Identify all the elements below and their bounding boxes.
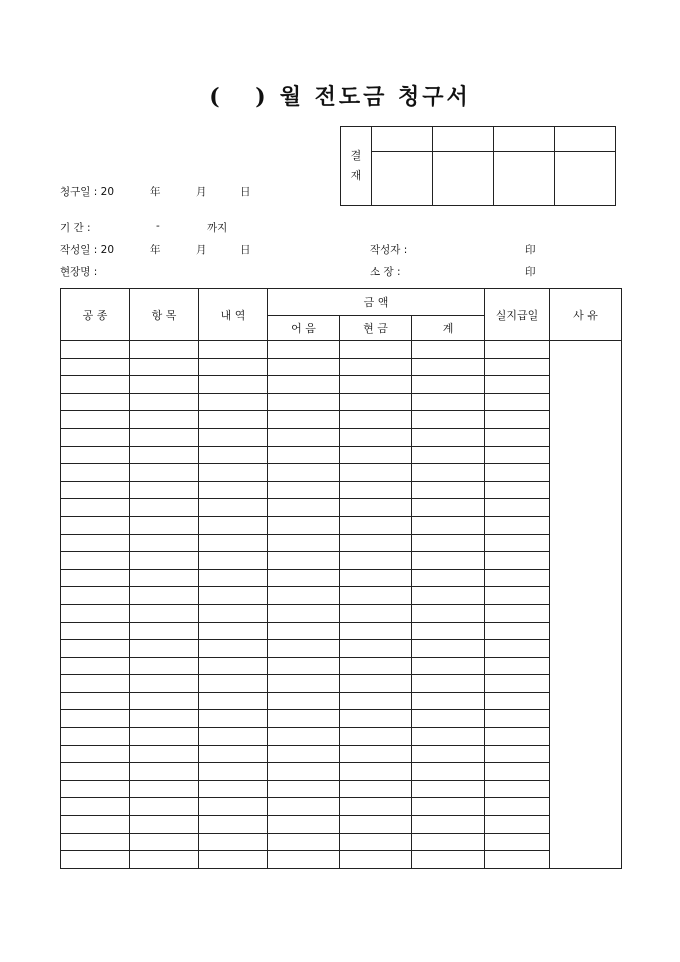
table-cell[interactable] xyxy=(485,428,550,446)
table-cell[interactable] xyxy=(130,376,199,394)
table-row xyxy=(61,428,622,446)
table-cell[interactable] xyxy=(130,745,199,763)
table-cell[interactable] xyxy=(61,851,130,869)
table-cell[interactable] xyxy=(340,657,412,675)
table-cell[interactable] xyxy=(199,657,268,675)
table-cell[interactable] xyxy=(199,428,268,446)
table-cell[interactable] xyxy=(268,851,340,869)
table-cell[interactable] xyxy=(199,622,268,640)
table-cell[interactable] xyxy=(485,534,550,552)
table-cell[interactable] xyxy=(340,464,412,482)
table-cell[interactable] xyxy=(340,851,412,869)
table-cell[interactable] xyxy=(340,816,412,834)
table-cell[interactable] xyxy=(130,657,199,675)
request-date-year: 年 xyxy=(150,186,161,198)
table-cell[interactable] xyxy=(412,780,485,798)
writer-label: 작성자 : xyxy=(370,244,408,256)
table-cell[interactable] xyxy=(199,833,268,851)
table-cell[interactable] xyxy=(268,428,340,446)
table-cell[interactable] xyxy=(412,499,485,517)
table-cell[interactable] xyxy=(340,516,412,534)
table-cell[interactable] xyxy=(199,745,268,763)
table-cell[interactable] xyxy=(199,816,268,834)
table-row xyxy=(61,675,622,693)
table-row xyxy=(61,692,622,710)
table-cell[interactable] xyxy=(130,833,199,851)
table-cell[interactable] xyxy=(199,516,268,534)
table-cell[interactable] xyxy=(268,587,340,605)
table-cell[interactable] xyxy=(412,816,485,834)
table-cell[interactable] xyxy=(130,516,199,534)
table-cell[interactable] xyxy=(199,481,268,499)
table-cell[interactable] xyxy=(485,411,550,429)
period-until: 까지 xyxy=(207,222,228,234)
table-cell[interactable] xyxy=(130,481,199,499)
table-cell[interactable] xyxy=(268,341,340,359)
table-row xyxy=(61,481,622,499)
table-cell[interactable] xyxy=(61,763,130,781)
request-date-label: 청구일 : 20 xyxy=(60,186,115,198)
table-cell[interactable] xyxy=(61,499,130,517)
header-cash: 현 금 xyxy=(340,316,412,341)
table-cell[interactable] xyxy=(61,675,130,693)
table-cell[interactable] xyxy=(412,657,485,675)
table-cell[interactable] xyxy=(268,534,340,552)
manager-seal: 印 xyxy=(525,266,536,278)
table-cell[interactable] xyxy=(485,393,550,411)
written-date-label: 작성일 : 20 xyxy=(60,244,115,256)
approval-sign-cell[interactable] xyxy=(433,152,494,206)
table-row xyxy=(61,622,622,640)
table-cell[interactable] xyxy=(268,552,340,570)
table-cell[interactable] xyxy=(485,552,550,570)
table-cell[interactable] xyxy=(61,622,130,640)
table-cell[interactable] xyxy=(199,464,268,482)
table-cell[interactable] xyxy=(340,780,412,798)
table-cell[interactable] xyxy=(485,446,550,464)
period-dash: - xyxy=(156,220,160,232)
table-cell[interactable] xyxy=(130,675,199,693)
table-cell[interactable] xyxy=(412,851,485,869)
table-cell[interactable] xyxy=(412,745,485,763)
table-cell[interactable] xyxy=(340,499,412,517)
table-cell[interactable] xyxy=(268,833,340,851)
approval-sign-cell[interactable] xyxy=(494,152,555,206)
table-cell[interactable] xyxy=(199,675,268,693)
table-cell[interactable] xyxy=(61,640,130,658)
written-date-day: 日 xyxy=(240,244,251,256)
table-cell[interactable] xyxy=(412,798,485,816)
table-row xyxy=(61,604,622,622)
table-cell[interactable] xyxy=(199,376,268,394)
table-cell[interactable] xyxy=(268,816,340,834)
table-cell[interactable] xyxy=(485,376,550,394)
table-cell[interactable] xyxy=(268,481,340,499)
table-cell[interactable] xyxy=(340,622,412,640)
table-cell[interactable] xyxy=(340,692,412,710)
table-row xyxy=(61,587,622,605)
approval-header-cell xyxy=(372,127,433,152)
reason-cell[interactable] xyxy=(550,341,622,869)
table-cell[interactable] xyxy=(485,763,550,781)
request-date-day: 日 xyxy=(240,186,251,198)
header-work-type: 공 종 xyxy=(61,289,130,341)
table-cell[interactable] xyxy=(268,675,340,693)
table-cell[interactable] xyxy=(485,692,550,710)
table-row xyxy=(61,851,622,869)
table-cell[interactable] xyxy=(199,710,268,728)
table-cell[interactable] xyxy=(130,604,199,622)
table-cell[interactable] xyxy=(268,745,340,763)
table-cell[interactable] xyxy=(199,552,268,570)
table-cell[interactable] xyxy=(340,552,412,570)
table-cell[interactable] xyxy=(340,534,412,552)
table-cell[interactable] xyxy=(130,710,199,728)
table-cell[interactable] xyxy=(199,569,268,587)
table-cell[interactable] xyxy=(130,499,199,517)
table-cell[interactable] xyxy=(61,393,130,411)
table-row xyxy=(61,446,622,464)
table-cell[interactable] xyxy=(412,728,485,746)
table-cell[interactable] xyxy=(61,833,130,851)
table-cell[interactable] xyxy=(412,358,485,376)
table-cell[interactable] xyxy=(61,692,130,710)
table-cell[interactable] xyxy=(485,516,550,534)
table-row xyxy=(61,464,622,482)
table-cell[interactable] xyxy=(340,481,412,499)
table-row xyxy=(61,763,622,781)
table-cell[interactable] xyxy=(61,481,130,499)
table-cell[interactable] xyxy=(130,798,199,816)
table-cell[interactable] xyxy=(485,675,550,693)
table-cell[interactable] xyxy=(412,569,485,587)
table-cell[interactable] xyxy=(61,376,130,394)
table-cell[interactable] xyxy=(61,710,130,728)
table-cell[interactable] xyxy=(412,675,485,693)
table-cell[interactable] xyxy=(130,552,199,570)
table-cell[interactable] xyxy=(199,851,268,869)
table-cell[interactable] xyxy=(485,499,550,517)
table-cell[interactable] xyxy=(130,464,199,482)
advance-request-table xyxy=(60,288,622,869)
site-label: 현장명 : xyxy=(60,266,98,278)
table-cell[interactable] xyxy=(199,587,268,605)
table-cell[interactable] xyxy=(340,446,412,464)
table-cell[interactable] xyxy=(340,569,412,587)
table-cell[interactable] xyxy=(268,798,340,816)
header-actual-pay-date: 실지급일 xyxy=(485,289,550,341)
table-cell[interactable] xyxy=(485,745,550,763)
table-cell[interactable] xyxy=(485,780,550,798)
table-cell[interactable] xyxy=(61,464,130,482)
table-cell[interactable] xyxy=(485,622,550,640)
table-cell[interactable] xyxy=(412,552,485,570)
table-cell[interactable] xyxy=(268,780,340,798)
table-cell[interactable] xyxy=(61,428,130,446)
table-cell[interactable] xyxy=(412,516,485,534)
table-row xyxy=(61,569,622,587)
table-row xyxy=(61,657,622,675)
header-reason: 사 유 xyxy=(550,289,622,341)
table-cell[interactable] xyxy=(61,411,130,429)
table-cell[interactable] xyxy=(130,692,199,710)
table-cell[interactable] xyxy=(268,692,340,710)
table-cell[interactable] xyxy=(412,604,485,622)
table-cell[interactable] xyxy=(199,341,268,359)
table-cell[interactable] xyxy=(412,763,485,781)
table-cell[interactable] xyxy=(61,446,130,464)
table-cell[interactable] xyxy=(412,587,485,605)
table-cell[interactable] xyxy=(130,341,199,359)
table-cell[interactable] xyxy=(412,640,485,658)
written-date-month: 月 xyxy=(196,244,207,256)
table-cell[interactable] xyxy=(268,516,340,534)
table-cell[interactable] xyxy=(485,816,550,834)
table-cell[interactable] xyxy=(268,710,340,728)
table-row xyxy=(61,640,622,658)
table-cell[interactable] xyxy=(268,657,340,675)
table-cell[interactable] xyxy=(268,411,340,429)
table-cell[interactable] xyxy=(340,710,412,728)
table-cell[interactable] xyxy=(485,798,550,816)
table-row xyxy=(61,393,622,411)
writer-seal: 印 xyxy=(525,244,536,256)
table-cell[interactable] xyxy=(130,358,199,376)
approval-header-cell xyxy=(555,127,616,152)
table-cell[interactable] xyxy=(199,411,268,429)
table-cell[interactable] xyxy=(61,569,130,587)
table-cell[interactable] xyxy=(61,534,130,552)
table-row xyxy=(61,358,622,376)
table-cell[interactable] xyxy=(268,499,340,517)
header-bill: 어 음 xyxy=(268,316,340,341)
table-cell[interactable] xyxy=(268,640,340,658)
table-cell[interactable] xyxy=(61,516,130,534)
table-cell[interactable] xyxy=(61,728,130,746)
table-cell[interactable] xyxy=(485,657,550,675)
approval-box xyxy=(340,126,616,206)
table-cell[interactable] xyxy=(412,622,485,640)
approval-header-cell xyxy=(433,127,494,152)
table-row xyxy=(61,833,622,851)
approval-sign-cell[interactable] xyxy=(372,152,433,206)
table-cell[interactable] xyxy=(61,657,130,675)
table-row xyxy=(61,499,622,517)
table-cell[interactable] xyxy=(130,763,199,781)
table-cell[interactable] xyxy=(268,728,340,746)
table-row xyxy=(61,534,622,552)
table-cell[interactable] xyxy=(61,816,130,834)
table-cell[interactable] xyxy=(485,851,550,869)
table-cell[interactable] xyxy=(268,569,340,587)
table-cell[interactable] xyxy=(268,358,340,376)
table-cell[interactable] xyxy=(199,780,268,798)
table-cell[interactable] xyxy=(61,798,130,816)
table-row xyxy=(61,780,622,798)
table-cell[interactable] xyxy=(485,569,550,587)
table-cell[interactable] xyxy=(412,341,485,359)
table-cell[interactable] xyxy=(485,481,550,499)
table-cell[interactable] xyxy=(340,376,412,394)
header-detail: 내 역 xyxy=(199,289,268,341)
table-row xyxy=(61,798,622,816)
table-cell[interactable] xyxy=(340,587,412,605)
table-cell[interactable] xyxy=(340,833,412,851)
table-cell[interactable] xyxy=(130,728,199,746)
table-cell[interactable] xyxy=(412,692,485,710)
table-cell[interactable] xyxy=(130,411,199,429)
table-cell[interactable] xyxy=(130,780,199,798)
table-cell[interactable] xyxy=(485,710,550,728)
table-cell[interactable] xyxy=(412,534,485,552)
table-cell[interactable] xyxy=(130,622,199,640)
table-cell[interactable] xyxy=(340,411,412,429)
table-cell[interactable] xyxy=(340,358,412,376)
approval-header-cell xyxy=(494,127,555,152)
header-amount: 금 액 xyxy=(268,289,485,316)
table-cell[interactable] xyxy=(485,587,550,605)
table-cell[interactable] xyxy=(199,728,268,746)
table-cell[interactable] xyxy=(199,692,268,710)
table-cell[interactable] xyxy=(340,763,412,781)
written-date-year: 年 xyxy=(150,244,161,256)
table-cell[interactable] xyxy=(199,534,268,552)
table-row xyxy=(61,745,622,763)
table-row xyxy=(61,816,622,834)
table-cell[interactable] xyxy=(485,464,550,482)
table-cell[interactable] xyxy=(340,640,412,658)
table-row xyxy=(61,516,622,534)
table-cell[interactable] xyxy=(130,446,199,464)
table-cell[interactable] xyxy=(485,640,550,658)
table-cell[interactable] xyxy=(130,851,199,869)
table-cell[interactable] xyxy=(61,780,130,798)
approval-label: 결 재 xyxy=(341,127,372,206)
table-cell[interactable] xyxy=(61,341,130,359)
table-cell[interactable] xyxy=(340,745,412,763)
table-cell[interactable] xyxy=(130,569,199,587)
table-cell[interactable] xyxy=(268,604,340,622)
table-cell[interactable] xyxy=(340,728,412,746)
table-cell[interactable] xyxy=(412,428,485,446)
table-cell[interactable] xyxy=(130,816,199,834)
approval-sign-cell[interactable] xyxy=(555,152,616,206)
table-cell[interactable] xyxy=(485,833,550,851)
table-cell[interactable] xyxy=(61,358,130,376)
table-cell[interactable] xyxy=(412,710,485,728)
table-cell[interactable] xyxy=(485,358,550,376)
table-cell[interactable] xyxy=(130,393,199,411)
table-row xyxy=(61,710,622,728)
header-item: 항 목 xyxy=(130,289,199,341)
table-cell[interactable] xyxy=(485,604,550,622)
table-cell[interactable] xyxy=(340,798,412,816)
table-cell[interactable] xyxy=(130,587,199,605)
table-cell[interactable] xyxy=(412,446,485,464)
table-cell[interactable] xyxy=(130,428,199,446)
table-cell[interactable] xyxy=(412,464,485,482)
table-cell[interactable] xyxy=(130,640,199,658)
table-cell[interactable] xyxy=(268,446,340,464)
table-cell[interactable] xyxy=(412,833,485,851)
header-total: 계 xyxy=(412,316,485,341)
table-cell[interactable] xyxy=(199,640,268,658)
table-cell[interactable] xyxy=(61,587,130,605)
table-cell[interactable] xyxy=(199,499,268,517)
table-cell[interactable] xyxy=(268,622,340,640)
table-cell[interactable] xyxy=(199,393,268,411)
table-cell[interactable] xyxy=(199,358,268,376)
table-cell[interactable] xyxy=(199,446,268,464)
table-cell[interactable] xyxy=(199,604,268,622)
manager-label: 소 장 : xyxy=(370,266,401,278)
table-cell[interactable] xyxy=(61,604,130,622)
table-cell[interactable] xyxy=(340,341,412,359)
table-cell[interactable] xyxy=(268,763,340,781)
table-row xyxy=(61,341,622,359)
table-cell[interactable] xyxy=(412,481,485,499)
table-cell[interactable] xyxy=(340,393,412,411)
table-cell[interactable] xyxy=(412,393,485,411)
table-cell[interactable] xyxy=(61,552,130,570)
table-cell[interactable] xyxy=(130,534,199,552)
page-title: ( )월 전도금 청구서 xyxy=(209,84,471,110)
table-cell[interactable] xyxy=(485,341,550,359)
table-row xyxy=(61,728,622,746)
table-cell[interactable] xyxy=(199,763,268,781)
table-row xyxy=(61,552,622,570)
table-cell[interactable] xyxy=(268,393,340,411)
table-cell[interactable] xyxy=(199,798,268,816)
table-cell[interactable] xyxy=(485,728,550,746)
period-label: 기 간 : xyxy=(60,222,91,234)
table-cell[interactable] xyxy=(268,376,340,394)
table-cell[interactable] xyxy=(340,604,412,622)
table-cell[interactable] xyxy=(61,745,130,763)
table-row xyxy=(61,376,622,394)
request-date-month: 月 xyxy=(196,186,207,198)
table-cell[interactable] xyxy=(268,464,340,482)
table-row xyxy=(61,411,622,429)
table-cell[interactable] xyxy=(412,411,485,429)
table-cell[interactable] xyxy=(340,428,412,446)
table-cell[interactable] xyxy=(412,376,485,394)
table-body xyxy=(61,341,622,869)
table-cell[interactable] xyxy=(340,675,412,693)
